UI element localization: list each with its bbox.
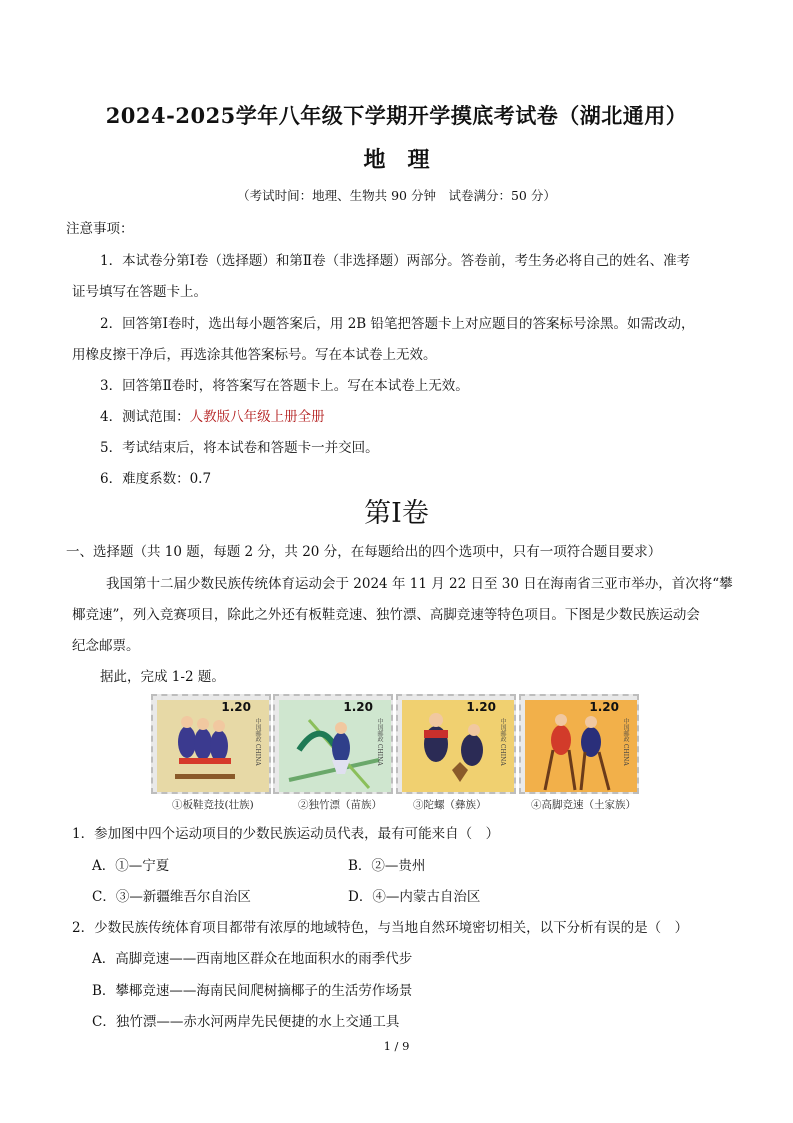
note-item-1-line-1: 1．本试卷分第Ⅰ卷（选择题）和第Ⅱ卷（非选择题）两部分。答卷前，考生务必将自己的姓名、准考 bbox=[100, 253, 691, 269]
stamp-set-figure bbox=[151, 694, 641, 794]
instruction: 据此，完成 1-2 题。 bbox=[100, 669, 225, 685]
stamp-4-price: 1.20 bbox=[589, 700, 619, 714]
section-heading: 一、选择题（共 10 题，每题 2 分，共 20 分，在每题给出的四个选项中，只有一项符合题目要求） bbox=[66, 544, 662, 560]
question-1-option-c: C．③—新疆维吾尔自治区 bbox=[92, 889, 251, 905]
subject-title: 地 理 bbox=[363, 147, 430, 173]
stamp-1-price: 1.20 bbox=[221, 700, 251, 714]
note-item-1-line-2: 证号填写在答题卡上。 bbox=[72, 284, 207, 300]
question-1-option-a: A．①—宁夏 bbox=[92, 858, 170, 874]
stamp-2-price: 1.20 bbox=[343, 700, 373, 714]
note-item-5: 5．考试结束后，将本试卷和答题卡一并交回。 bbox=[100, 440, 379, 456]
question-2-stem: 2．少数民族传统体育项目都带有浓厚的地域特色，与当地自然环境密切相关，以下分析有误的是（ ） bbox=[72, 920, 689, 936]
question-2-option-a: A．高脚竞速——西南地区群众在地面积水的雨季代步 bbox=[92, 951, 413, 967]
stamp-4-caption: ④高脚竞速（土家族） bbox=[531, 799, 636, 811]
stamp-3-price: 1.20 bbox=[466, 700, 496, 714]
page-number: 1 / 9 bbox=[383, 1039, 410, 1053]
test-range: 人教版八年级上册全册 bbox=[189, 409, 325, 425]
stamp-3 bbox=[396, 694, 516, 794]
stamp-4 bbox=[519, 694, 639, 794]
notes-heading: 注意事项： bbox=[66, 221, 134, 237]
question-1-stem: 1．参加图中四个运动项目的少数民族运动员代表，最有可能来自（ ） bbox=[72, 826, 500, 842]
note-item-4 bbox=[100, 405, 325, 425]
question-1-option-d: D．④—内蒙古自治区 bbox=[348, 889, 481, 905]
passage-line-3: 纪念邮票。 bbox=[72, 638, 140, 654]
note-item-2-line-2: 用橡皮擦干净后，再选涂其他答案标号。写在本试卷上无效。 bbox=[72, 347, 437, 363]
stamp-1-caption: ①板鞋竞技(壮族) bbox=[172, 799, 254, 811]
note-item-6: 6．难度系数：0.7 bbox=[100, 471, 212, 487]
stamp-3-country-label: 中国邮政 CHINA bbox=[499, 718, 506, 766]
stamp-2 bbox=[273, 694, 393, 794]
exam-info: （考试时间：地理、生物共 90 分钟 试卷满分：50 分） bbox=[237, 188, 556, 203]
stamp-2-country-label: 中国邮政 CHINA bbox=[376, 718, 383, 766]
question-2-option-b: B．攀椰竞速——海南民间爬树摘椰子的生活劳作场景 bbox=[92, 983, 413, 999]
stamp-1-country-label: 中国邮政 CHINA bbox=[254, 718, 261, 766]
question-2-option-c: C．独竹漂——赤水河两岸先民便捷的水上交通工具 bbox=[92, 1014, 400, 1030]
passage-line-2: 椰竞速”，列入竞赛项目，除此之外还有板鞋竞速、独竹漂、高脚竞速等特色项目。下图是少数民族运动会 bbox=[72, 607, 700, 623]
stamp-4-country-label: 中国邮政 CHINA bbox=[622, 718, 629, 766]
volume-heading: 第Ⅰ卷 bbox=[364, 498, 429, 529]
stamp-2-caption: ②独竹漂（苗族） bbox=[298, 799, 382, 811]
exam-title: 2024-2025学年八年级下学期开学摸底考试卷（湖北通用） bbox=[105, 103, 688, 128]
passage-line-1: 我国第十二届少数民族传统体育运动会于 2024 年 11 月 22 日至 30 日在海南省三亚市举办，首次将“攀 bbox=[106, 576, 733, 592]
note-item-4-prefix: 4．测试范围： bbox=[100, 409, 190, 425]
stamp-3-caption: ③陀螺（彝族） bbox=[413, 799, 487, 811]
stamp-1 bbox=[151, 694, 271, 794]
question-1-option-b: B．②—贵州 bbox=[348, 858, 426, 874]
note-item-3: 3．回答第Ⅱ卷时，将答案写在答题卡上。写在本试卷上无效。 bbox=[100, 378, 469, 394]
note-item-2-line-1: 2．回答第Ⅰ卷时，选出每小题答案后，用 2B 铅笔把答题卡上对应题目的答案标号涂黑。如需改动， bbox=[100, 316, 695, 332]
